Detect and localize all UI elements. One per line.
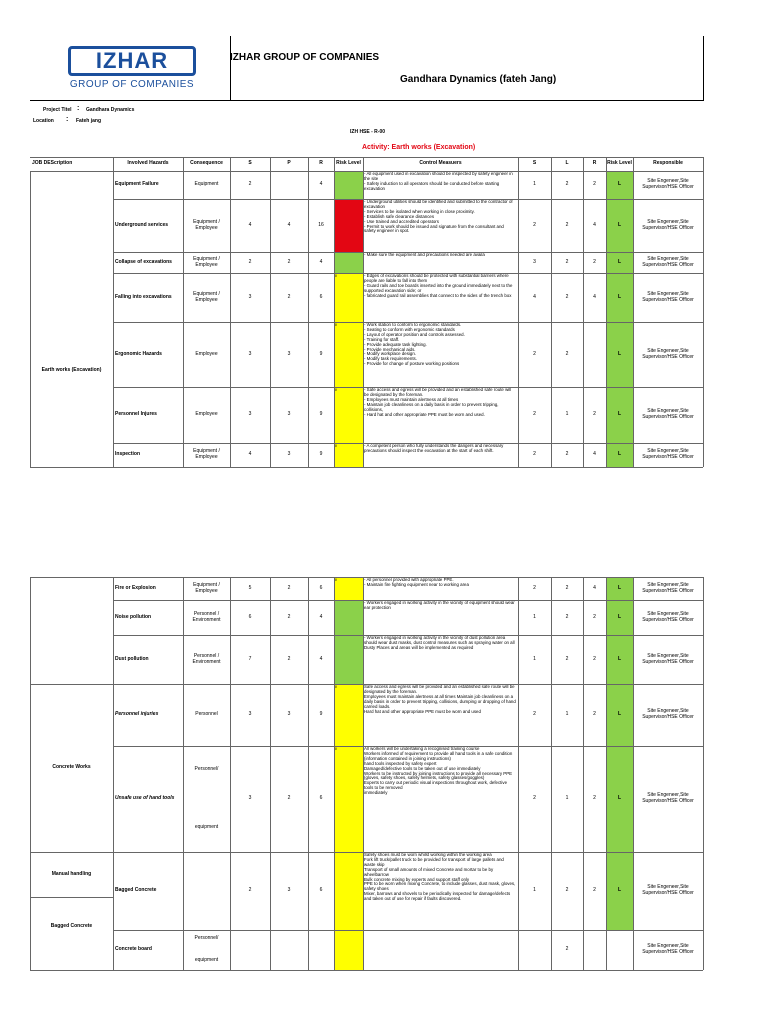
control-measure-line: - Make sure the equipment and precautions needed are availa <box>364 253 485 257</box>
control-measure-line: - Workers engaged in working activity in the vicinity of dust pollution area should wear dust masks, dust control measures such as spraying water on all <box>364 636 515 645</box>
hazard-cell: Unsafe use of hand tools <box>115 795 175 802</box>
control-measure-line: - fabricated guard rail assemblies that connect to the sides of the trench box <box>364 292 512 298</box>
residual-severity-cell: 1 <box>533 613 536 620</box>
risk-score-cell: 9 <box>319 451 323 458</box>
column-header-p: P <box>287 160 291 167</box>
control-measure-line: - Modify task requirements. <box>364 356 417 362</box>
column-header-consequence: Consequence <box>190 160 223 167</box>
residual-risk-score-cell: 2 <box>593 181 596 188</box>
residual-risk-score-cell <box>583 930 606 970</box>
job-description-cell: Earth works (Excavation) <box>41 367 102 374</box>
severity-cell <box>230 930 270 970</box>
residual-risk-score-cell: 2 <box>593 711 596 718</box>
probability-cell: 2 <box>287 584 291 591</box>
risk-score-cell: 9 <box>319 711 323 718</box>
consequence-cell: Equipment / Employee <box>193 218 220 231</box>
control-measure-line: - Maintain fire fighting equipment near to working area <box>364 581 469 587</box>
job-description-cell: Bagged Concrete <box>50 923 93 930</box>
column-header-risk: Risk Level <box>336 160 361 167</box>
likelihood-cell: 2 <box>565 181 569 188</box>
doc-code: IZH HSE - R-00 <box>350 129 386 135</box>
residual-risk-level <box>606 930 633 970</box>
grid-line <box>606 157 607 171</box>
likelihood-cell: 2 <box>565 258 569 265</box>
control-measure-line: - Provide mechanical aids. <box>364 346 416 352</box>
hazard-cell: Dust pollution <box>115 655 149 662</box>
grid-line <box>113 577 114 970</box>
grid-line <box>551 577 552 970</box>
likelihood-cell: 2 <box>565 293 569 300</box>
responsible-cell: Site Engeneer,Site Supervisor/HSE Officer <box>642 218 694 231</box>
risk-score-cell: 6 <box>319 887 323 894</box>
grid-line <box>363 157 364 171</box>
probability-cell: 2 <box>287 613 291 620</box>
grid-line <box>270 577 271 970</box>
grid-line <box>308 157 309 171</box>
consequence-cell: Equipment / Employee <box>193 255 220 268</box>
residual-risk-score-cell <box>583 322 606 387</box>
grid-line <box>183 171 184 467</box>
residual-risk-level: L <box>617 887 622 894</box>
severity-cell: 5 <box>248 584 252 591</box>
control-measures-cell <box>364 931 516 969</box>
risk-score-cell: 4 <box>319 613 323 620</box>
control-measure-line: Damaged/defective tools to be taken out of use immediately <box>364 765 481 771</box>
risk-level-cell <box>335 253 363 273</box>
severity-cell: 4 <box>248 221 252 228</box>
control-measure-line: - Hard hat and other appropriate PPE must be worn and used. <box>364 411 485 417</box>
consequence-cell: Equipment / Employee <box>193 290 220 303</box>
responsible-cell: Site Engeneer,Site Supervisor/HSE Officer <box>642 792 694 804</box>
control-measures-cell <box>364 747 516 851</box>
project-title-label: Project Titel <box>43 107 72 113</box>
risk-mark: l/ <box>335 273 337 279</box>
residual-risk-score-cell: 2 <box>593 795 596 802</box>
responsible-cell: Site Engeneer,Site Supervisor/HSE Officer <box>642 581 694 594</box>
severity-cell: 2 <box>248 258 252 265</box>
residual-severity-cell: 2 <box>533 711 536 718</box>
header-divider-right <box>703 36 704 100</box>
column-header-s: S <box>248 160 252 167</box>
severity-cell: 3 <box>248 711 252 718</box>
grid-line <box>334 577 335 970</box>
residual-severity-cell: 1 <box>533 887 536 894</box>
column-header-risk2: Risk Level <box>607 160 632 167</box>
likelihood-cell: 2 <box>565 946 569 953</box>
control-measure-line: - Layout of operator position and controls assessed. <box>364 331 465 337</box>
residual-risk-score-cell: 2 <box>593 887 596 894</box>
hazard-cell: Equipment Failure <box>115 181 159 188</box>
probability-cell <box>270 171 308 199</box>
control-measure-line: - Safety induction to all operators should be conducted before starting excavation <box>364 180 500 191</box>
control-measure-line: Workers to be instructed by joining instructions to provide all necessary PPE (gloves, safety shoes, safety helmets, safety glasses/goggles) <box>364 770 513 781</box>
risk-mark: l/ <box>335 443 337 449</box>
residual-severity-cell: 2 <box>533 411 536 418</box>
residual-risk-level: L <box>617 221 622 228</box>
control-measure-line: Hard hat and other appropriate PPE must be worn and used <box>364 708 481 714</box>
consequence-cell: Personnel / Environment <box>192 610 221 623</box>
activity-title: Activity: Earth works (Excavation) <box>362 144 476 151</box>
risk-level-cell <box>335 747 363 852</box>
hazard-cell: Inspection <box>115 451 141 458</box>
colon: : <box>77 105 80 112</box>
consequence-cell: Equipment <box>194 181 219 188</box>
responsible-cell: Site Engeneer,Site Supervisor/HSE Officer <box>642 290 694 303</box>
hazard-cell: Falling into excavations <box>115 293 172 300</box>
control-measure-line: Safety shoes must be worn whilst working within the working area <box>364 853 492 857</box>
residual-risk-score-cell: 2 <box>593 411 596 418</box>
severity-cell: 4 <box>248 451 252 458</box>
project-name: Gandhara Dynamics (fateh Jang) <box>400 74 557 85</box>
residual-risk-level: L <box>617 293 622 300</box>
control-measure-line: - Permit to work should be issued and signature from the consultant and safety engineer in spot. <box>364 223 504 234</box>
severity-cell: 3 <box>248 293 252 300</box>
control-measures-cell <box>364 601 516 634</box>
residual-risk-level: L <box>617 711 622 718</box>
control-measure-line: - Employees must maintain alertness at all times <box>364 396 459 402</box>
grid-line <box>308 577 309 970</box>
grid-line <box>518 577 519 970</box>
residual-severity-cell: 1 <box>533 655 536 662</box>
responsible-cell: Site Engeneer,Site Supervisor/HSE Officer <box>642 610 694 623</box>
grid-line <box>334 171 335 467</box>
job-description-cell: Manual handling <box>51 870 92 877</box>
responsible-cell: Site Engeneer,Site Supervisor/HSE Officer <box>642 178 694 190</box>
control-measures-cell <box>364 274 516 321</box>
column-header-control: Control Measuers <box>419 160 462 167</box>
control-measure-line: Experts to carry out periodic visual inspections throughout work, defective tools to be removed <box>364 780 508 791</box>
control-measure-line: - Underground utilities should be identified and submitted to the contractor of excavation <box>364 200 513 209</box>
residual-severity-cell: 2 <box>533 451 536 458</box>
residual-severity-cell: 2 <box>533 584 536 591</box>
residual-risk-score-cell: 2 <box>593 258 596 265</box>
control-measure-line: immediately <box>364 790 388 796</box>
grid-line <box>30 577 703 578</box>
control-measure-line: - Modify workplace design. <box>364 351 416 357</box>
control-measure-line: - Work station to conform to ergonomic standards. <box>364 323 462 327</box>
control-measures-cell <box>364 172 516 198</box>
grid-line <box>183 577 184 970</box>
grid-line <box>633 171 634 467</box>
likelihood-cell: 2 <box>565 451 569 458</box>
control-measure-line: - Provide adequate task lighting. <box>364 341 427 347</box>
control-measure-line: Dusty Places and areas will be implemented as required <box>364 644 474 650</box>
risk-level-cell <box>335 685 363 746</box>
column-header-r2: R <box>592 160 597 167</box>
severity-cell: 2 <box>248 181 252 188</box>
column-header-l: L <box>565 160 569 167</box>
likelihood-cell: 2 <box>565 655 569 662</box>
probability-cell: 2 <box>287 258 291 265</box>
grid-line <box>551 157 552 171</box>
control-measures-cell <box>364 388 516 442</box>
responsible-cell: Site Engeneer,Site Supervisor/HSE Officer <box>642 255 694 268</box>
grid-line <box>703 157 704 171</box>
risk-score-cell: 9 <box>319 411 323 418</box>
control-measure-line: - Safe access and egress will be provided and an established safe route will be designated by the foreman. <box>364 388 512 397</box>
header-rule <box>30 100 704 101</box>
control-measures-cell <box>364 853 516 929</box>
control-measure-line: - Provide for change of posture working positions <box>364 361 460 367</box>
severity-cell: 3 <box>248 795 252 802</box>
control-measure-line: - Guard rails and toe boards inserted into the ground immediately next to the supported excavation side; or <box>364 282 513 293</box>
residual-risk-level: L <box>617 655 622 662</box>
colon: : <box>66 116 69 123</box>
grid-line <box>703 171 704 467</box>
residual-risk-score-cell: 2 <box>593 655 596 662</box>
control-measures-cell <box>364 636 516 683</box>
control-measure-line: - All equipment used in excavation should be inspected by safety engineer in the site <box>364 172 513 181</box>
risk-mark: l/ <box>335 746 337 752</box>
likelihood-cell: 2 <box>565 221 569 228</box>
control-measure-line: Fork lift truck/pallet truck to be provided for transport of large pallets and waste skip <box>364 856 504 867</box>
residual-severity-cell: 2 <box>533 350 536 357</box>
likelihood-cell: 2 <box>565 887 569 894</box>
risk-mark: l/ <box>335 387 337 393</box>
risk-score-cell: 4 <box>319 258 323 265</box>
severity-cell: 2 <box>248 887 252 894</box>
risk-score-cell: 4 <box>319 181 323 188</box>
control-measure-line: Employees must maintain alertness at all times Maintain job cleanliness on a daily basis in order to prevent tripping, collisions, dumping or dropping of hand carried loads. <box>364 693 516 709</box>
column-header-job: JOB DEScription <box>32 160 73 167</box>
likelihood-cell: 1 <box>565 795 569 802</box>
likelihood-cell: 1 <box>565 411 569 418</box>
residual-risk-score-cell: 4 <box>593 221 596 228</box>
probability-cell: 3 <box>287 887 291 894</box>
residual-severity-cell <box>518 930 551 970</box>
hazard-cell: Concrete board <box>115 946 152 953</box>
hazard-cell: Personnel Injures <box>115 411 157 418</box>
residual-risk-score-cell: 4 <box>593 293 596 300</box>
grid-line <box>363 577 364 970</box>
control-measure-line: - Use trained and accredited operators <box>364 218 439 224</box>
residual-risk-score-cell: 4 <box>593 451 596 458</box>
residual-risk-level: L <box>617 451 622 458</box>
grid-line <box>270 171 271 467</box>
risk-score-cell: 4 <box>319 655 323 662</box>
control-measure-line: - Maintain job cleanliness on a daily basis in order to prevent tripping, collisions, <box>364 401 499 412</box>
likelihood-cell: 2 <box>565 350 569 357</box>
likelihood-cell: 2 <box>565 584 569 591</box>
grid-line <box>703 577 704 970</box>
residual-risk-level: L <box>617 181 622 188</box>
grid-line <box>633 577 634 970</box>
logo-wordmark <box>68 46 196 76</box>
company-name: IZHAR GROUP OF COMPANIES <box>230 52 380 63</box>
location-label: Location <box>33 118 54 124</box>
grid-line <box>334 157 335 171</box>
logo-subtitle: GROUP OF COMPANIES <box>69 79 195 90</box>
risk-score-cell: 6 <box>319 584 323 591</box>
probability-cell <box>270 930 308 970</box>
control-measures-cell <box>364 200 516 251</box>
logo-text: IZHAR <box>95 48 169 73</box>
risk-level-cell <box>335 601 363 635</box>
hazard-cell: Underground services <box>115 221 169 228</box>
header-divider <box>230 36 231 100</box>
control-measure-line: Transport of small amounts of mixed Concrete and mortar to be by wheelbarrow <box>364 866 494 877</box>
grid-line <box>606 171 607 467</box>
probability-cell: 3 <box>287 711 291 718</box>
consequence-cell: Equipment / Employee <box>193 581 220 594</box>
grid-line <box>518 171 519 467</box>
grid-line <box>230 157 231 171</box>
hazard-cell: Ergonomic Hazards <box>115 350 162 357</box>
risk-level-cell <box>335 853 363 930</box>
control-measure-line: PPE to be worn when mixing Concrete, to include glasses, dust mask, gloves, safety shoes <box>364 881 516 892</box>
residual-risk-level: L <box>617 584 622 591</box>
probability-cell: 2 <box>287 655 291 662</box>
grid-line <box>230 171 231 467</box>
grid-line <box>583 171 584 467</box>
control-measure-line: Safe access and egress will be provided and an established safe route will be designated by the foreman. <box>364 685 515 694</box>
probability-cell: 2 <box>287 293 291 300</box>
responsible-cell: Site Engeneer,Site Supervisor/HSE Officer <box>642 408 694 420</box>
responsible-cell: Site Engeneer,Site Supervisor/HSE Officer <box>642 708 694 720</box>
responsible-cell: Site Engeneer,Site Supervisor/HSE Officer <box>642 448 694 460</box>
grid-line <box>230 577 231 970</box>
control-measure-line: - Establish safe clearance distances <box>364 213 435 219</box>
probability-cell: 2 <box>287 795 291 802</box>
risk-score-cell: 9 <box>319 350 323 357</box>
column-header-responsible: Responsible <box>653 160 683 167</box>
location-value: Fateh jang <box>76 118 102 124</box>
risk-score-cell: 16 <box>318 221 324 228</box>
risk-mark: l/ <box>335 577 337 583</box>
risk-level-cell <box>335 636 363 684</box>
grid-line <box>308 171 309 467</box>
residual-risk-level: L <box>617 795 622 802</box>
control-measures-cell <box>364 253 516 272</box>
grid-line <box>551 171 552 467</box>
probability-cell: 3 <box>287 350 291 357</box>
consequence-cell: Employee <box>195 350 218 357</box>
residual-risk-score-cell: 2 <box>593 613 596 620</box>
consequence-cell: Employee <box>195 411 218 418</box>
risk-score-cell: 6 <box>319 293 323 300</box>
project-title-value: Gandhara Dynamics <box>86 107 135 113</box>
control-measure-line: - All personnel provided with appropriate PPE. <box>364 578 454 582</box>
grid-line <box>583 157 584 171</box>
residual-risk-level: L <box>617 411 622 418</box>
residual-risk-score-cell: 4 <box>593 584 596 591</box>
risk-level-cell <box>335 172 363 199</box>
probability-cell: 3 <box>287 411 291 418</box>
consequence-cell: Equipment / Employee <box>193 448 220 460</box>
control-measure-line: - Services to be isolated when working in close proximity. <box>364 208 475 214</box>
consequence-cell: Personnel/ <box>194 935 219 942</box>
grid-line <box>30 467 703 468</box>
hazard-cell: Personnel injuries <box>115 711 159 718</box>
risk-score-cell: 6 <box>319 795 323 802</box>
residual-severity-cell: 4 <box>533 293 536 300</box>
column-header-s2: S <box>532 160 537 167</box>
responsible-cell: Site Engeneer,Site Supervisor/HSE Officer <box>642 884 694 896</box>
residual-risk-level: L <box>617 350 622 357</box>
responsible-cell: Site Engeneer,Site Supervisor/HSE Officer <box>642 347 694 360</box>
grid-line <box>113 171 114 467</box>
probability-cell: 4 <box>287 221 291 228</box>
risk-mark: l/ <box>335 684 337 690</box>
consequence-cell: equipment <box>194 957 219 964</box>
risk-level-cell <box>335 388 363 443</box>
risk-score-cell <box>308 930 334 970</box>
control-measures-cell <box>364 685 516 745</box>
consequence-cell: equipment <box>194 824 219 831</box>
residual-severity-cell: 1 <box>533 181 536 188</box>
grid-line <box>113 157 114 171</box>
consequence-cell: Personnel / Environment <box>192 652 221 665</box>
column-header-r: R <box>319 160 323 167</box>
risk-mark: l/ <box>335 322 337 328</box>
control-measures-cell <box>364 578 516 599</box>
grid-line <box>633 157 634 171</box>
grid-line <box>583 577 584 970</box>
responsible-cell: Site Engeneer,Site Supervisor/HSE Officer <box>642 652 694 665</box>
consequence-cell: Personnel/ <box>194 766 219 773</box>
residual-severity-cell: 2 <box>533 795 536 802</box>
control-measure-line: - Training for staff. <box>364 336 400 342</box>
column-header-hazards: Involved Hazards <box>127 160 169 167</box>
control-measure-line: Mixer, barrows and shovels to be periodically inspected for damage/defects and taken out of use for repair if faults discovered. <box>364 891 511 902</box>
grid-line <box>183 157 184 171</box>
residual-severity-cell: 3 <box>533 258 536 265</box>
grid-line <box>606 577 607 970</box>
responsible-cell: Site Engeneer,Site Supervisor/HSE Officer <box>642 943 694 955</box>
severity-cell: 3 <box>248 411 252 418</box>
severity-cell: 6 <box>248 613 252 620</box>
risk-level-cell <box>335 274 363 322</box>
consequence-cell <box>183 852 230 930</box>
control-measure-line: - Workers engaged in working activity in the vicinity of equipment should wear ear protection <box>364 601 515 610</box>
control-measure-line: Workers informed of requirement to provide all hand tools in a safe condition (information contained in joining instructions) <box>364 750 513 761</box>
severity-cell: 7 <box>248 655 252 662</box>
control-measure-line: - Edges of excavations should be protected with substantial barriers where people are liable to fall into them <box>364 274 509 283</box>
residual-severity-cell: 2 <box>533 221 536 228</box>
grid-line <box>518 157 519 171</box>
likelihood-cell: 2 <box>565 613 569 620</box>
hazard-cell: Fire or Explosion <box>115 584 156 591</box>
probability-cell: 3 <box>287 451 291 458</box>
control-measure-line: All workers will be undertaking a recognised training course <box>364 747 480 751</box>
grid-line <box>30 970 703 971</box>
hazard-cell: Collapse of excavations <box>115 258 172 265</box>
control-measure-line: hand tools inspected by safety expert <box>364 760 437 766</box>
risk-level-cell <box>335 200 363 252</box>
grid-line <box>270 157 271 171</box>
severity-cell: 3 <box>248 350 252 357</box>
risk-level-cell <box>335 323 363 387</box>
hazard-cell: Bagged Concrete <box>115 887 157 894</box>
grid-line <box>363 171 364 467</box>
hazard-cell: Noise pollution <box>115 613 152 620</box>
residual-risk-level: L <box>617 258 622 265</box>
control-measures-cell <box>364 323 516 386</box>
control-measure-line: - A competent person who fully understands the dangers and necessary precautions should inspect the excavation at the start of each shift. <box>364 444 504 453</box>
job-description-cell: Concrete Works <box>52 764 91 771</box>
risk-level-cell <box>335 931 363 970</box>
control-measures-cell <box>364 444 516 466</box>
control-measure-line: Bulk concrete mixing by experts and support staff only <box>364 876 470 882</box>
likelihood-cell: 1 <box>565 711 569 718</box>
residual-risk-level: L <box>617 613 622 620</box>
consequence-cell: Personnel <box>195 711 218 718</box>
control-measure-line: - Seating to conform with ergonomic standards <box>364 326 455 332</box>
